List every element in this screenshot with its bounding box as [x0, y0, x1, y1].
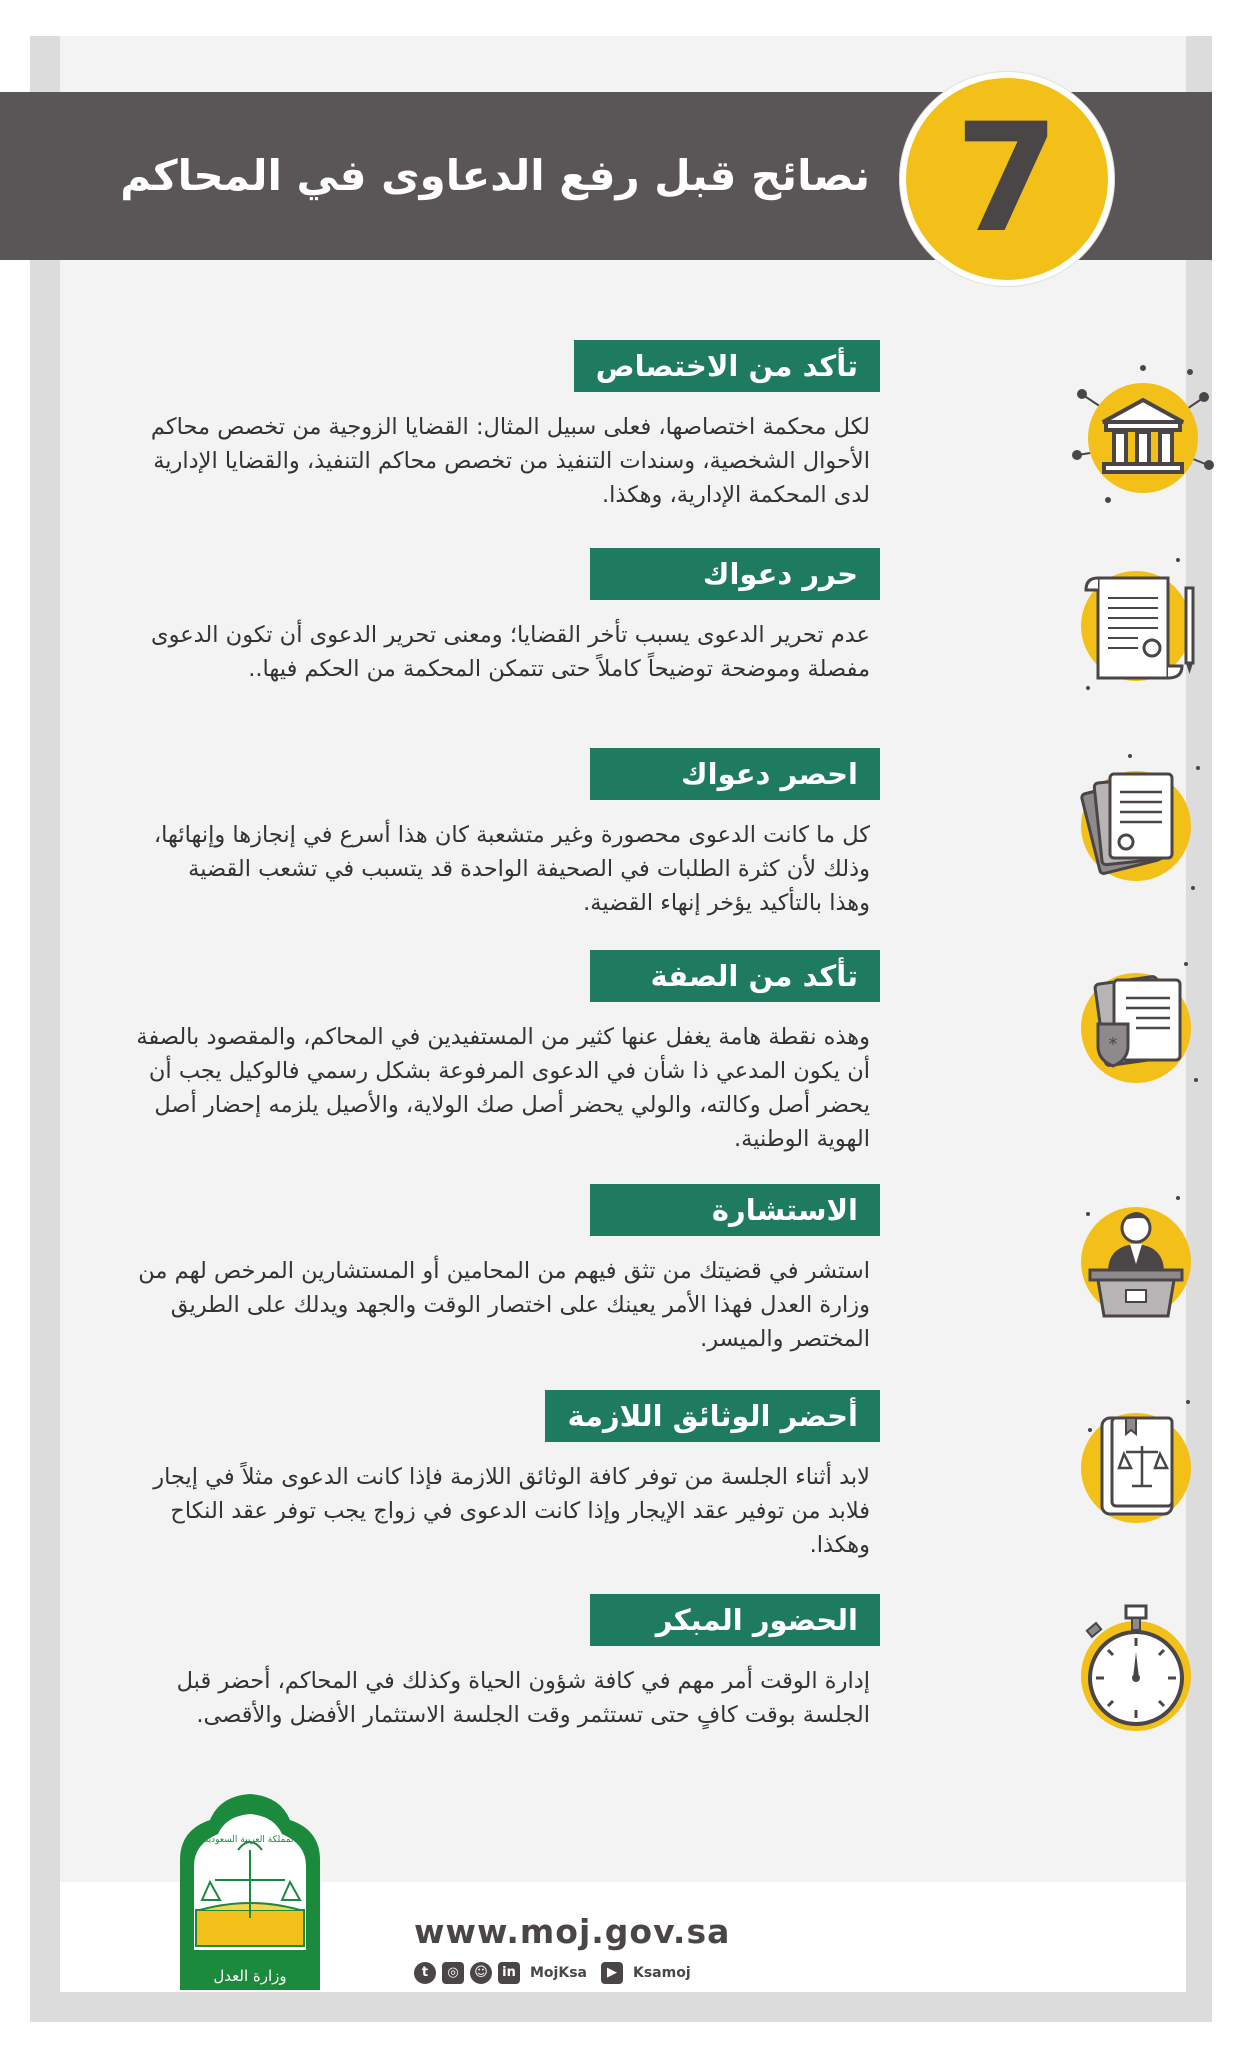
tip-body: لابد أثناء الجلسة من توفر كافة الوثائق اللازمة فإذا كانت الدعوى مثلاً في إيجار فلابد من توفير عقد الإيجار وإذا كانت الدعوى في زواج يجب توفر عقد النكاح وهكذا. [153, 1464, 870, 1558]
scroll-document-icon [1068, 548, 1218, 698]
ministry-of-justice-logo [160, 1790, 340, 2010]
lawyer-podium-icon [1068, 1184, 1218, 1334]
stopwatch-icon [1068, 1594, 1218, 1744]
instagram-icon[interactable]: ◎ [442, 1962, 464, 1984]
tips-count: 7 [954, 92, 1060, 266]
tip-body: إدارة الوقت أمر مهم في كافة شؤون الحياة وكذلك في المحاكم، أحضر قبل الجلسة بوقت كافٍ حتى تستثمر وقت الجلسة الاستثمار الأفضل والأقصى. [176, 1668, 870, 1728]
tip-body: لكل محكمة اختصاصها، فعلى سبيل المثال: القضايا الزوجية من تخصص محاكم الأحوال الشخصية، وسندات التنفيذ من تخصص محاكم التنفيذ، والقضايا الإدارية لدى المحكمة الإدارية، وهكذا. [150, 414, 870, 508]
tip-body: عدم تحرير الدعوى يسبب تأخر القضايا؛ ومعنى تحرير الدعوى أن تكون الدعوى مفصلة وموضحة توضيحاً كاملاً حتى تتمكن المحكمة من الحكم فيها.. [150, 622, 870, 682]
badge-documents-icon [1068, 950, 1218, 1100]
tip-body: وهذه نقطة هامة يغفل عنها كثير من المستفيدين في المحاكم، والمقصود بالصفة أن يكون المدعي ذا شأن في الدعوى المرفوعة بشكل رسمي فالوكيل يجب أن يحضر أصل وكالته، والولي يحضر أصل صك الولاية، والأصيل يلزمه إحضار أصل الهوية الوطنية. [136, 1024, 870, 1152]
linkedin-icon[interactable]: in [498, 1962, 520, 1984]
twitter-icon[interactable]: t [414, 1962, 436, 1984]
youtube-icon[interactable]: ▶ [601, 1962, 623, 1984]
tip-title: حرر دعواك [590, 548, 880, 600]
tip-section-3 [120, 748, 1200, 918]
tip-section-7 [120, 1594, 1200, 1764]
stacked-documents-icon [1068, 748, 1218, 898]
law-book-icon [1068, 1390, 1218, 1540]
logo-text-top: المملكة العربية السعودية [203, 1835, 297, 1845]
social-handle-mojksa: MojKsa [530, 1965, 587, 1981]
tip-body: كل ما كانت الدعوى محصورة وغير متشعبة كان هذا أسرع في إنجازها وإنهائها، وذلك لأن كثرة الطلبات في الصحيفة الواحدة قد يتسبب في تشعب القضية وهذا بالتأكيد يؤخر إنهاء القضية. [153, 822, 870, 916]
page-title: نصائح قبل رفع الدعاوى في المحاكم [120, 151, 870, 200]
logo-text-bottom: وزارة العدل [213, 1967, 287, 1985]
tip-section-2 [120, 548, 1200, 718]
court-building-icon [1068, 360, 1218, 510]
tip-title: تأكد من الصفة [590, 950, 880, 1002]
tip-section-6 [120, 1390, 1200, 1560]
tip-title: الحضور المبكر [590, 1594, 880, 1646]
snapchat-icon[interactable]: ☺ [470, 1962, 492, 1984]
social-links [414, 1961, 699, 1985]
tip-title: احصر دعواك [590, 748, 880, 800]
svg-text:*: * [1108, 1034, 1118, 1055]
social-handle-ksamoj: Ksamoj [632, 1965, 691, 1981]
tip-section-5 [120, 1184, 1200, 1354]
tip-section-4 [120, 950, 1200, 1150]
tip-body: استشر في قضيتك من تثق فيهم من المحامين أو المستشارين المرخص لهم من وزارة العدل فهذا الأمر يعينك على اختصار الوقت والجهد ويدلك على الطريق المختصر والميسر. [138, 1258, 870, 1352]
tip-section-1 [120, 340, 1200, 510]
number-badge [900, 72, 1114, 286]
tip-title: تأكد من الاختصاص [574, 340, 880, 392]
website-url[interactable]: www.moj.gov.sa [414, 1912, 731, 1951]
tip-title: الاستشارة [590, 1184, 880, 1236]
tip-title: أحضر الوثائق اللازمة [545, 1390, 880, 1442]
